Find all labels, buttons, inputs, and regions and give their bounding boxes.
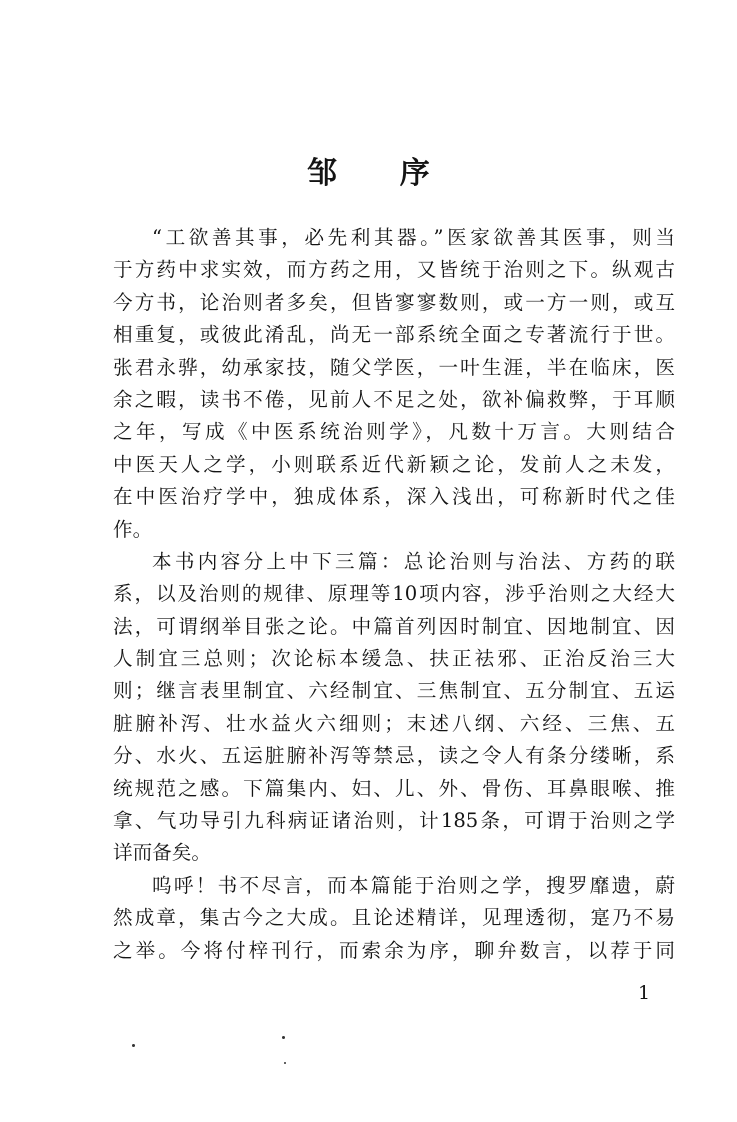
text-line: 之举。今将付梓刊行，而索余为序，聊弁数言，以荐于同: [113, 938, 675, 962]
text-line: 作。: [113, 517, 153, 541]
text-line: 在中医治疗学中，独成体系，深入浅出，可称新时代之佳: [113, 485, 675, 509]
scan-speck: [132, 1044, 135, 1047]
text-line: 中医天人之学，小则联系近代新颖之论，发前人之未发，: [113, 452, 675, 476]
text-line: 统规范之感。下篇集内、妇、儿、外、骨伤、耳鼻眼喉、推: [113, 776, 675, 800]
text-line: 分、水火、五运脏腑补泻等禁忌，读之令人有条分缕晰，系: [113, 744, 675, 768]
scan-speck: [284, 1062, 286, 1064]
text-line: 拿、气功导引九科病证诸治则，计185条，可谓于治则之学: [113, 809, 675, 833]
text-line: 本书内容分上中下三篇：总论治则与治法、方药的联: [152, 549, 675, 573]
text-line: 今方书，论治则者多矣，但皆寥寥数则，或一方一则，或互: [113, 290, 675, 314]
text-line: 然成章，集古今之大成。且论述精详，见理透彻，寔乃不易: [113, 906, 675, 930]
text-line: “工欲善其事，必先利其器。”医家欲善其医事，则当: [152, 226, 675, 249]
text-line: 人制宜三总则；次论标本缓急、扶正祛邪、正治反治三大: [113, 647, 675, 671]
preface-title: 邹 序: [307, 156, 456, 191]
text-line: 相重复，或彼此淆乱，尚无一部系统全面之专著流行于世。: [113, 323, 675, 347]
preface-body: [113, 222, 675, 967]
scan-speck: [282, 1036, 285, 1039]
text-line: 系，以及治则的规律、原理等10项内容，涉乎治则之大经大: [113, 582, 675, 606]
text-line: 详而备矣。: [113, 841, 211, 865]
text-line: 呜呼！书不尽言，而本篇能于治则之学，搜罗靡遗，蔚: [152, 873, 675, 897]
paragraph-1: [113, 222, 675, 546]
text-line: 脏腑补泻、壮水益火六细则；末述八纲、六经、三焦、五: [113, 711, 675, 735]
text-line: 法，可谓纲举目张之论。中篇首列因时制宜、因地制宜、因: [113, 614, 675, 638]
text-line: 张君永骅，幼承家技，随父学医，一叶生涯，半在临床，医: [113, 355, 675, 379]
paragraph-2: [113, 546, 675, 870]
text-line: 之年，写成《中医系统治则学》，凡数十万言。大则结合: [113, 420, 675, 444]
paragraph-3: [113, 870, 675, 967]
text-line: 于方药中求实效，而方药之用，又皆统于治则之下。纵观古: [113, 258, 675, 282]
text-line: 则；继言表里制宜、六经制宜、三焦制宜、五分制宜、五运: [113, 679, 675, 703]
text-line: 余之暇，读书不倦，见前人不足之处，欲补偏救弊，于耳顺: [113, 387, 675, 411]
page-number: 1: [638, 982, 651, 1004]
